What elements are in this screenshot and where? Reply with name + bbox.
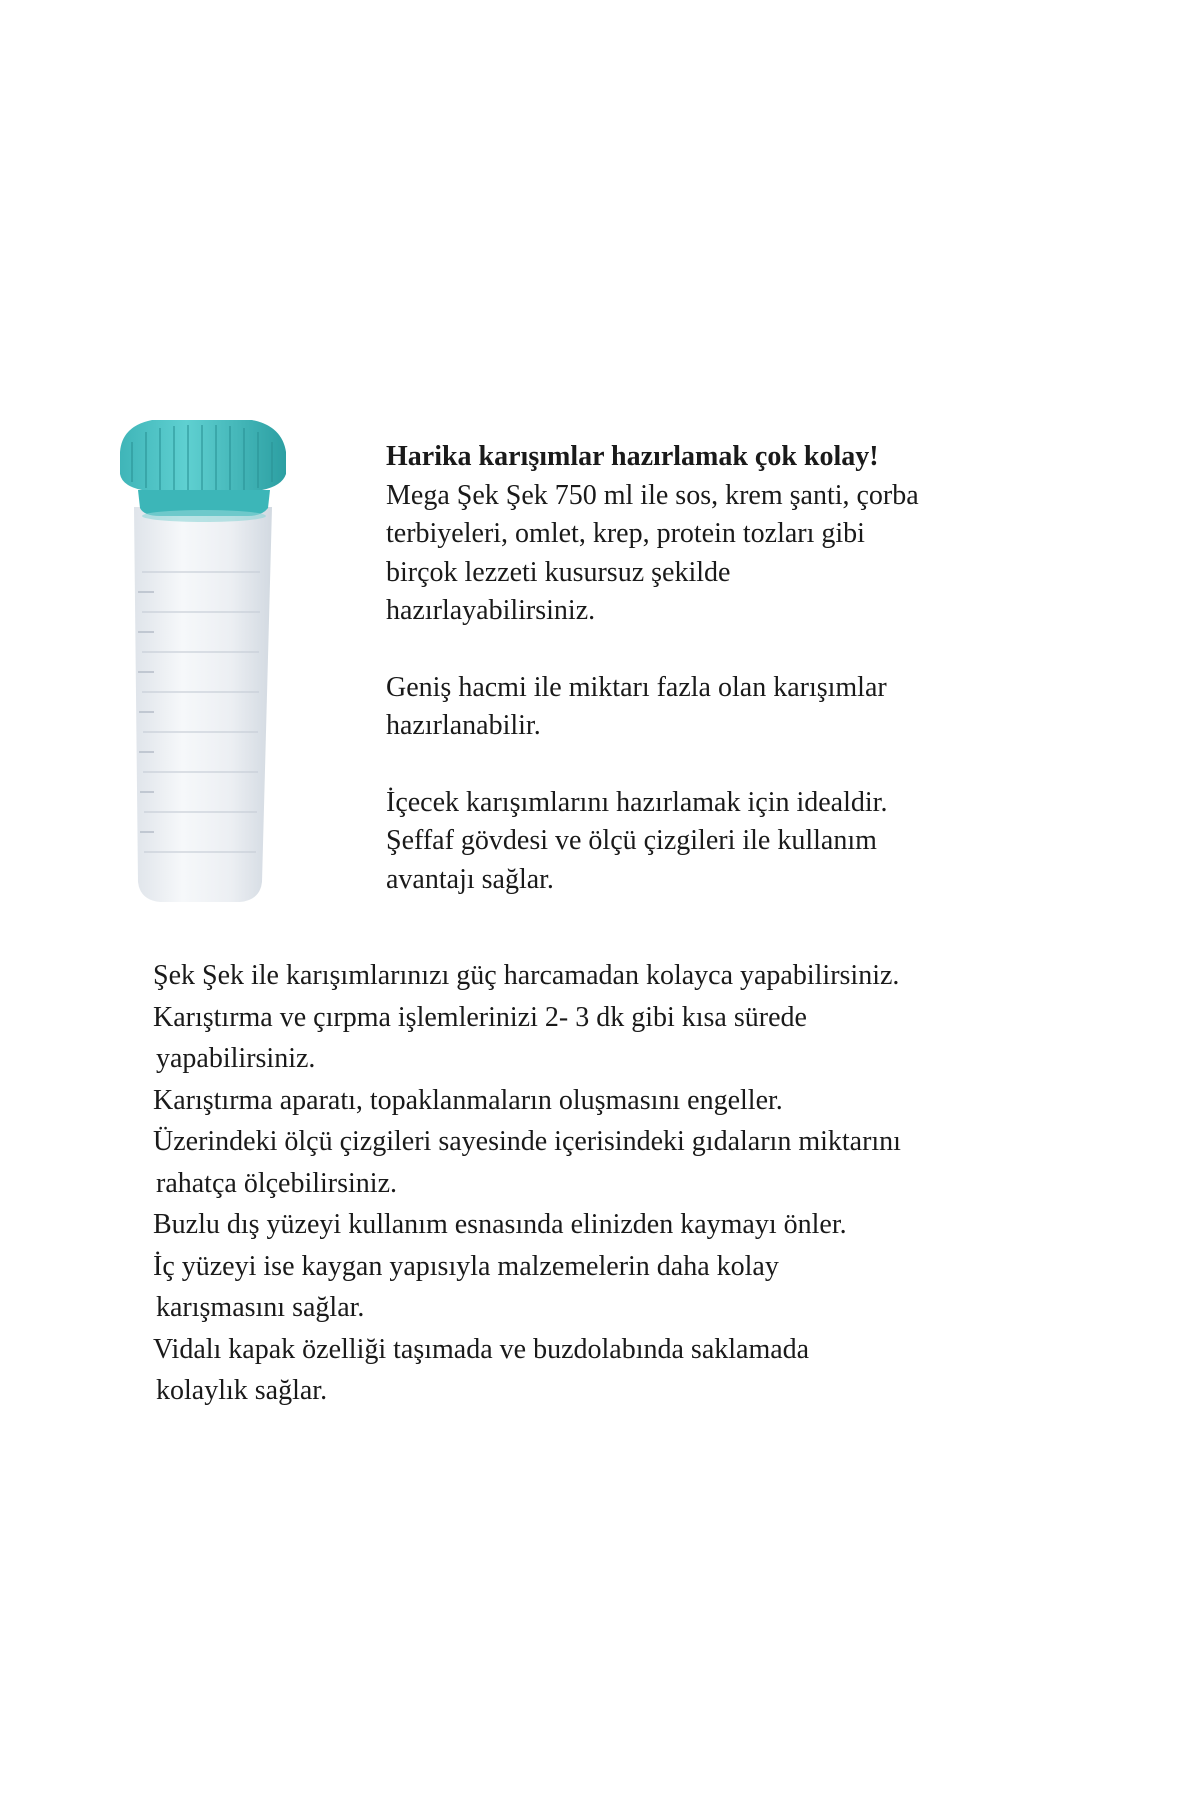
feature-line: Karıştırma ve çırpma işlemlerinizi 2- 3 dk gibi kısa sürede <box>153 1001 807 1033</box>
feature-line: Vidalı kapak özelliği taşımada ve buzdolabında saklamada <box>153 1333 810 1365</box>
intro-line: hazırlayabilirsiniz. <box>386 595 596 626</box>
feature-line: Buzlu dış yüzeyi kullanım esnasında elinizden kaymayı önler. <box>153 1209 847 1240</box>
intro-line: Geniş hacmi ile miktarı fazla olan karışımlar <box>386 671 887 703</box>
headline: Harika karışımlar hazırlamak çok kolay! <box>386 441 879 472</box>
intro-line: birçok lezzeti kusursuz şekilde <box>386 556 731 588</box>
intro-line: avantajı sağlar. <box>386 863 554 895</box>
intro-line: Şeffaf gövdesi ve ölçü çizgileri ile kullanım <box>386 825 877 856</box>
feature-line: Karıştırma aparatı, topaklanmaların oluşmasını engeller. <box>153 1084 783 1116</box>
feature-list <box>153 955 1053 1412</box>
intro-line: İçecek karışımlarını hazırlamak için idealdir. <box>386 786 888 818</box>
feature-line: karışmasını sağlar. <box>156 1292 365 1323</box>
feature-line: Şek Şek ile karışımlarınızı güç harcamadan kolayca yapabilirsiniz. <box>153 960 900 991</box>
shaker-illustration <box>112 412 302 912</box>
intro-line: hazırlanabilir. <box>386 710 541 741</box>
feature-line: kolaylık sağlar. <box>156 1375 328 1406</box>
intro-text <box>386 438 986 899</box>
product-image <box>112 412 302 912</box>
intro-line: Mega Şek Şek 750 ml ile sos, krem şanti, çorba <box>386 479 919 511</box>
feature-line: rahatça ölçebilirsiniz. <box>156 1167 397 1199</box>
feature-line: Üzerindeki ölçü çizgileri sayesinde içerisindeki gıdaların miktarını <box>153 1126 901 1157</box>
feature-line: İç yüzeyi ise kaygan yapısıyla malzemelerin daha kolay <box>153 1250 779 1282</box>
intro-line: terbiyeleri, omlet, krep, protein tozları gibi <box>386 518 865 549</box>
shaker-body <box>134 507 272 902</box>
feature-line: yapabilirsiniz. <box>156 1043 316 1074</box>
